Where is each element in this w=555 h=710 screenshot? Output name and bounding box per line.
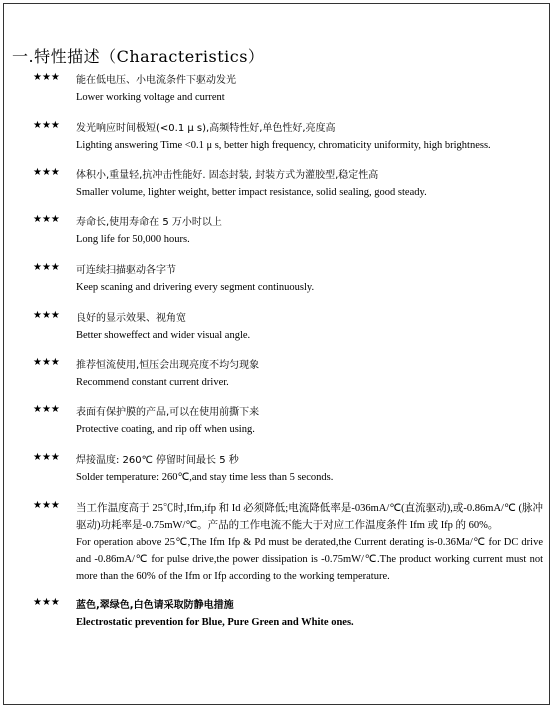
feature-cn: 推荐恒流使用,恒压会出现亮度不均匀现象 (76, 360, 260, 371)
feature-en: Lighting answering Time <0.1 μ s, better high frequency, chromaticity uniformity, high brightness. (76, 140, 491, 151)
feature-en: Lower working voltage and current (76, 92, 225, 103)
stars-icon: ★★★ (33, 357, 60, 368)
feature-en: Smaller volume, lighter weight, better impact resistance, solid sealing, good steady. (76, 187, 427, 198)
feature-cn: 体积小,重量轻,抗冲击性能好. 固态封装, 封装方式为灌胶型,稳定性高 (76, 170, 379, 181)
feature-cn: 焊接温度: 260℃ 停留时间最长 5 秒 (76, 455, 239, 466)
feature-en: Better showeffect and wider visual angle. (76, 330, 251, 341)
stars-icon: ★★★ (33, 500, 60, 511)
feature-en: Recommend constant current driver. (76, 377, 229, 388)
feature-en: Protective coating, and rip off when using. (76, 424, 255, 435)
stars-icon: ★★★ (33, 310, 60, 321)
feature-cn: 寿命长,使用寿命在 5 万小时以上 (76, 217, 222, 228)
feature-cn: 发光响应时间极短(<0.1 μ s),高频特性好,单色性好,亮度高 (76, 123, 336, 134)
feature-en: Keep scaning and drivering every segment continuously. (76, 282, 315, 293)
stars-icon: ★★★ (33, 452, 60, 463)
feature-cn: 蓝色,翠绿色,白色请采取防静电措施 (76, 600, 234, 611)
feature-en: Solder temperature: 260℃,and stay time less than 5 seconds. (76, 472, 334, 483)
feature-en: For operation above 25℃,The Ifm Ifp & Pd must be derated,the Current derating is-0.36Ma/℃ for DC drive and -0.86mA/℃ for pulse drive,the power dissipation is -0.75mW/℃.The product working current must not more than the 60% of the Ifm or Ifp according to the working temperature. (76, 537, 543, 582)
feature-en: Electrostatic prevention for Blue, Pure Green and White ones. (76, 617, 354, 628)
stars-icon: ★★★ (33, 120, 60, 131)
stars-icon: ★★★ (33, 262, 60, 273)
stars-icon: ★★★ (33, 167, 60, 178)
feature-cn: 当工作温度高于 25℃时,Ifm,ifp 和 Id 必须降低;电流降低率是-036mA/℃(直流驱动),或-0.86mA/℃ (脉冲驱动)功耗率是-0.75mW/℃。产品的工作电流不能大于对应工作温度条件 Ifm 或 Ifp 的 60%。 (76, 503, 543, 531)
feature-cn: 表面有保护膜的产品,可以在使用前撕下来 (76, 407, 260, 418)
feature-en: Long life for 50,000 hours. (76, 234, 190, 245)
feature-cn: 良好的显示效果、视角宽 (76, 313, 186, 324)
stars-icon: ★★★ (33, 597, 60, 608)
stars-icon: ★★★ (33, 72, 60, 83)
feature-cn: 能在低电压、小电流条件下驱动发光 (76, 75, 236, 86)
stars-icon: ★★★ (33, 214, 60, 225)
section-title: 一.特性描述（Characteristics） (12, 47, 265, 66)
stars-icon: ★★★ (33, 404, 60, 415)
feature-cn: 可连续扫描驱动各字节 (76, 265, 176, 276)
